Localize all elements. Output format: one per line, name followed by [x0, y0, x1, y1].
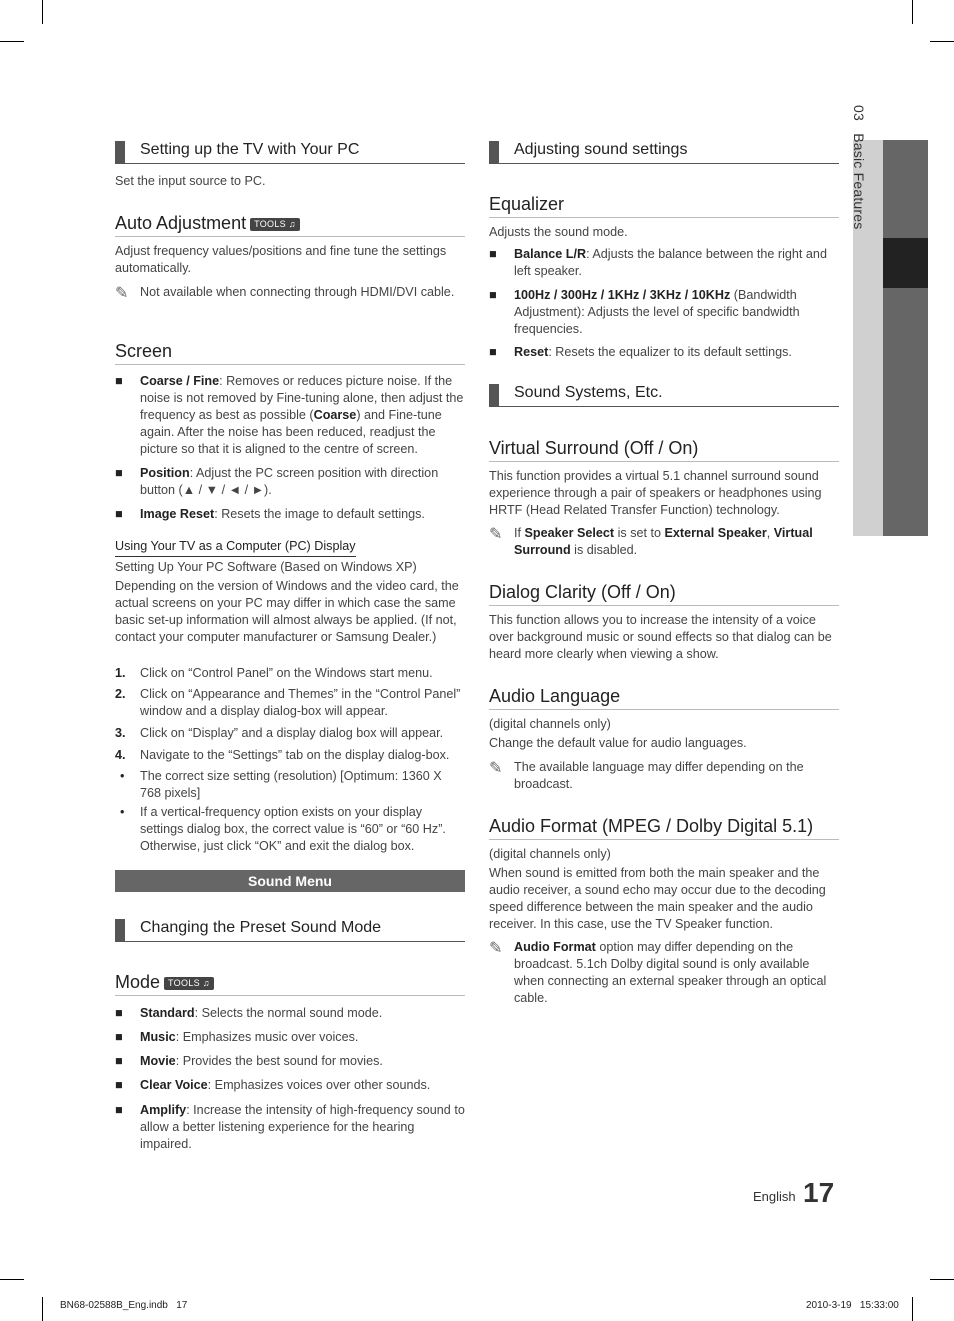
section-title: Sound Systems, Etc. [514, 384, 663, 401]
heading-equalizer: Equalizer [489, 193, 839, 218]
chapter-number: 03 [851, 105, 867, 121]
tools-badge: TOOLS ♫ [164, 977, 214, 990]
audio-lang-line1: (digital channels only) [489, 717, 611, 731]
tools-badge: TOOLS ♫ [250, 218, 300, 231]
footer-language: English [753, 1189, 796, 1204]
heading-dialog-clarity: Dialog Clarity (Off / On) [489, 581, 839, 606]
section-header [489, 141, 839, 164]
bullet-icon: ■ [115, 507, 123, 521]
dialog-desc: This function allows you to increase the intensity of a voice over background music or sound effects so that dialog can be heard more clearly when viewing a show. [489, 613, 832, 661]
section-title: Adjusting sound settings [514, 141, 688, 158]
step-number: 3. [115, 726, 126, 740]
section-title: Changing the Preset Sound Mode [140, 919, 382, 936]
crop-mark [912, 0, 913, 24]
audio-format-line1: (digital channels only) [489, 847, 611, 861]
crop-mark [0, 41, 24, 42]
audio-format-desc: When sound is emitted from both the main speaker and the audio receiver, a sound echo may occur due to the decoding speed difference between the main speaker and the audio receiver. In this case, use the TV Speaker function. [489, 866, 826, 931]
crop-mark [42, 1297, 43, 1321]
note-icon: ✎ [489, 760, 503, 777]
section-title: Setting up the TV with Your PC [140, 141, 360, 158]
crop-mark [912, 1297, 913, 1321]
tools-icon: ♫ [288, 219, 296, 229]
heading-audio-language: Audio Language [489, 685, 839, 710]
tools-icon: ♫ [202, 978, 210, 988]
bullet-icon: ■ [489, 247, 497, 261]
bullet-icon: ■ [115, 1103, 123, 1117]
crop-mark [0, 1279, 24, 1280]
tab-marker [883, 238, 928, 288]
section-header [115, 919, 465, 942]
bullet-icon: ■ [115, 466, 123, 480]
page-number: 17 [803, 1177, 835, 1208]
setup-desc: Set the input source to PC. [115, 174, 266, 188]
heading-mode: Mode TOOLS ♫ [115, 971, 465, 996]
crop-mark [930, 1279, 954, 1280]
section-header [489, 384, 839, 407]
bullet-icon: ■ [489, 288, 497, 302]
heading-virtual-surround: Virtual Surround (Off / On) [489, 437, 839, 462]
chapter-title: Basic Features [851, 133, 867, 230]
chapter-tab [851, 105, 928, 536]
pc-para: Depending on the version of Windows and the video card, the actual screens on your PC may differ in which case the same basic set-up information will almost always be applied. (If not, contact your computer manufacturer or Samsung Dealer.) [115, 579, 459, 644]
dot-icon: • [120, 769, 125, 783]
pc-line1: Setting Up Your PC Software (Based on Windows XP) [115, 560, 417, 574]
bullet-icon: ■ [115, 374, 123, 388]
note-icon: ✎ [489, 526, 503, 543]
note-icon: ✎ [489, 940, 503, 957]
bullet-icon: ■ [115, 1054, 123, 1068]
step-number: 4. [115, 748, 126, 762]
virtual-desc: This function provides a virtual 5.1 channel surround sound experience through a pair of speakers or headphones using HRTF (Head Related Transfer Function) technology. [489, 469, 822, 517]
heading-screen: Screen [115, 340, 465, 365]
bullet-icon: ■ [115, 1078, 123, 1092]
eq-desc: Adjusts the sound mode. [489, 225, 628, 239]
step-number: 2. [115, 687, 126, 701]
crop-mark [930, 41, 954, 42]
bullet-icon: ■ [115, 1030, 123, 1044]
subheading: Using Your TV as a Computer (PC) Display [115, 537, 465, 557]
bullet-icon: ■ [489, 345, 497, 359]
footer-timestamp: 2010-3-19 15:33:00 [806, 1300, 899, 1311]
footer-file: BN68-02588B_Eng.indb 17 [60, 1300, 188, 1311]
audio-lang-line2: Change the default value for audio languages. [489, 736, 747, 750]
note-icon: ✎ [115, 285, 129, 302]
auto-desc: Adjust frequency values/positions and fine tune the settings automatically. [115, 244, 447, 275]
chapter-label [851, 105, 867, 305]
heading-auto-adjustment: Auto Adjustment TOOLS ♫ [115, 212, 465, 237]
sound-menu-band: Sound Menu [115, 870, 465, 892]
step-number: 1. [115, 666, 126, 680]
section-header [115, 141, 465, 164]
crop-mark [42, 0, 43, 24]
bullet-icon: ■ [115, 1006, 123, 1020]
tab-dark [883, 140, 928, 536]
dot-icon: • [120, 805, 125, 819]
heading-audio-format: Audio Format (MPEG / Dolby Digital 5.1) [489, 815, 839, 840]
